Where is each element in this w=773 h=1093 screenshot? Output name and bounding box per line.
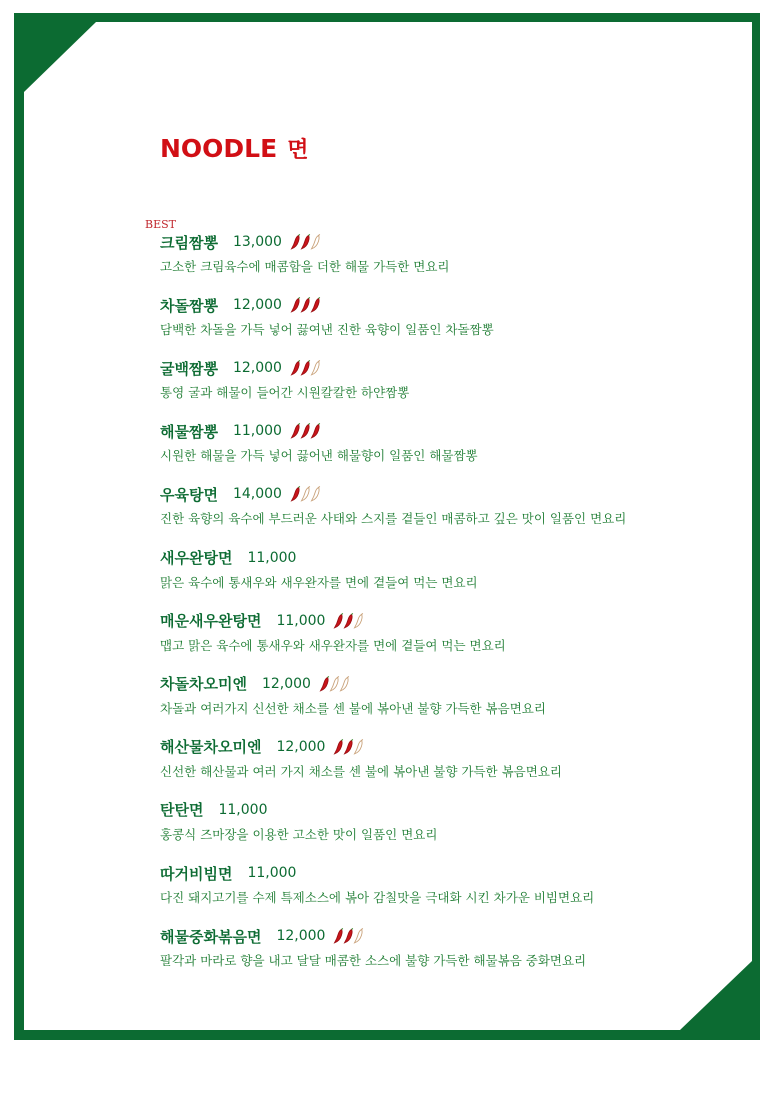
menu-item-header	[160, 671, 546, 697]
menu-item-header	[160, 608, 506, 634]
menu-item-price: 12,000	[232, 360, 282, 377]
menu-item-name: 따거비빔면	[160, 864, 233, 883]
menu-item-price: 12,000	[276, 928, 326, 945]
menu-item-header	[160, 229, 450, 255]
chili-pepper-outline-icon	[310, 360, 321, 376]
menu-item-description: 맑은 육수에 통새우와 새우완자를 면에 곁들여 먹는 면요리	[160, 574, 478, 590]
spice-level-indicator	[319, 676, 349, 692]
spice-level-indicator	[290, 297, 320, 313]
menu-item-description: 맵고 맑은 육수에 통새우와 새우완자를 면에 곁들여 먹는 면요리	[160, 637, 506, 653]
menu-item-description: 차돌과 여러가지 신선한 채소를 센 불에 볶아낸 불향 가득한 볶음면요리	[160, 700, 546, 716]
menu-item-header	[160, 734, 562, 760]
menu-item-description: 다진 돼지고기를 수제 특제소스에 볶아 감칠맛을 극대화 시킨 차가운 비빔면요리	[160, 890, 595, 905]
spice-level-indicator	[333, 928, 363, 944]
menu-item	[160, 797, 437, 843]
menu-item-header	[160, 860, 594, 886]
menu-section-title	[160, 133, 308, 164]
best-badge: BEST	[145, 218, 176, 231]
chili-pepper-outline-icon	[353, 739, 364, 755]
menu-item-description: 신선한 해산물과 여러 가지 채소를 센 불에 볶아낸 불향 가득한 볶음면요리	[160, 763, 562, 779]
menu-item-price: 11,000	[232, 423, 282, 440]
menu-item-description: 시원한 해물을 가득 넣어 끓어낸 해물향이 일품인 해물짬뽕	[160, 448, 478, 464]
menu-item	[160, 229, 450, 275]
menu-item-description: 홍콩식 즈마장을 이용한 고소한 맛이 일품인 면요리	[160, 826, 438, 842]
menu-item-description: 고소한 크림육수에 매콤함을 더한 해물 가득한 면요리	[160, 259, 450, 274]
chili-pepper-filled-icon	[310, 297, 321, 313]
menu-item-header	[160, 481, 626, 507]
menu-item-header	[160, 545, 478, 571]
spice-level-indicator	[333, 613, 363, 629]
menu-item-price: 13,000	[232, 234, 282, 250]
section-title-ko: 면	[287, 138, 309, 163]
menu-item	[160, 923, 586, 969]
menu-item	[160, 292, 494, 338]
menu-item-price: 12,000	[261, 675, 311, 692]
menu-item-price: 11,000	[247, 865, 297, 881]
spice-level-indicator	[290, 234, 320, 250]
chili-pepper-outline-icon	[339, 676, 350, 692]
corner-decoration-top-left	[24, 22, 96, 92]
menu-item	[160, 734, 562, 780]
menu-item	[160, 608, 506, 654]
menu-item-name: 탄탄면	[160, 801, 204, 820]
menu-item-price: 12,000	[276, 738, 326, 755]
menu-item-name: 매운새우완탕면	[160, 612, 262, 631]
section-title-en: NOODLE	[160, 134, 278, 163]
menu-item-header	[160, 923, 586, 949]
menu-item-header	[160, 292, 494, 318]
spice-level-indicator	[333, 739, 363, 755]
menu-item-price: 14,000	[232, 486, 282, 503]
spice-level-indicator	[290, 486, 320, 502]
chili-pepper-outline-icon	[310, 234, 321, 250]
menu-item-name: 차돌차오미엔	[160, 675, 247, 694]
menu-item-price: 11,000	[218, 801, 268, 818]
menu-item-name: 굴백짬뽕	[160, 359, 218, 378]
menu-item-name: 해물짬뽕	[160, 422, 218, 441]
menu-item-header	[160, 418, 478, 444]
menu-item-description: 통영 굴과 해물이 들어간 시원칼칼한 하얀짬뽕	[160, 385, 410, 401]
corner-decoration-bottom-right	[680, 961, 752, 1030]
menu-item-name: 우육탕면	[160, 485, 218, 504]
menu-item	[160, 355, 409, 401]
menu-item	[160, 481, 626, 527]
menu-item-description: 진한 육향의 육수에 부드러운 사태와 스지를 곁들인 매콤하고 깊은 맛이 일품인 면요리	[160, 511, 627, 527]
spice-level-indicator	[290, 423, 320, 439]
menu-item-price: 11,000	[247, 549, 297, 566]
menu-item-name: 크림짬뽕	[160, 233, 218, 252]
menu-item-price: 11,000	[276, 612, 326, 629]
menu-item	[160, 671, 546, 717]
menu-item	[160, 545, 478, 591]
menu-item-header	[160, 355, 409, 381]
menu-item-name: 해물중화볶음면	[160, 927, 262, 946]
menu-item-price: 12,000	[232, 297, 282, 314]
menu-item-name: 해산물차오미엔	[160, 738, 262, 757]
menu-item-description: 담백한 차돌을 가득 넣어 끓여낸 진한 육향이 일품인 차돌짬뽕	[160, 322, 494, 338]
menu-item-name: 새우완탕면	[160, 549, 233, 567]
chili-pepper-outline-icon	[310, 486, 321, 502]
menu-item	[160, 860, 594, 906]
chili-pepper-filled-icon	[310, 423, 321, 439]
spice-level-indicator	[290, 360, 320, 376]
menu-item-header	[160, 797, 437, 823]
menu-item-description: 팔각과 마라로 향을 내고 달달 매콤한 소스에 불향 가득한 해물볶음 중화면요리	[160, 953, 587, 969]
menu-item	[160, 418, 478, 464]
menu-item-name: 차돌짬뽕	[160, 296, 218, 315]
chili-pepper-outline-icon	[353, 928, 364, 944]
chili-pepper-outline-icon	[353, 613, 364, 629]
